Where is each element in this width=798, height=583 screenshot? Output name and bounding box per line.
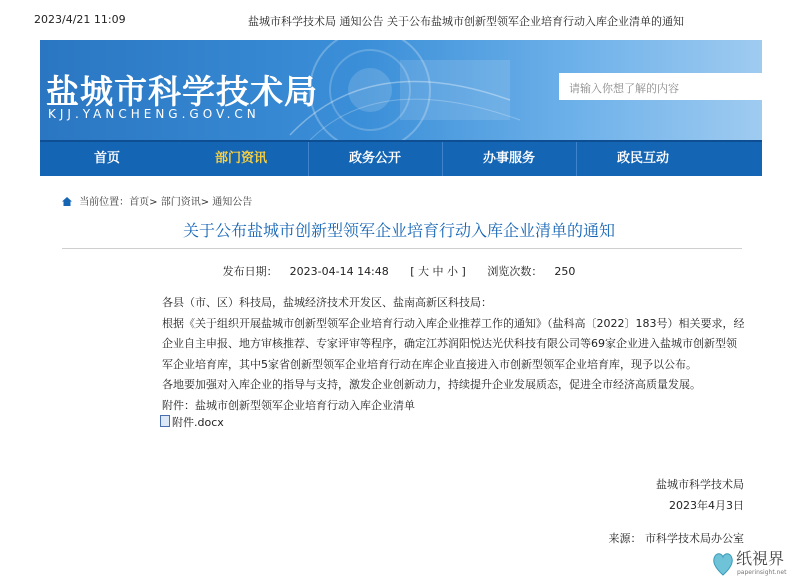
- nav-item-interaction[interactable]: 政民互动: [616, 151, 669, 166]
- breadcrumb-path[interactable]: 首页> 部门资讯> 通知公告: [129, 197, 253, 208]
- nav-item-government-affairs[interactable]: 政务公开: [308, 142, 443, 176]
- print-header: [0, 0, 798, 38]
- view-count: 250: [554, 265, 576, 278]
- article-meta: [0, 263, 798, 279]
- print-page-title: 盐城市科学技术局 通知公告 关于公布盐城市创新型领军企业培育行动入库企业清单的通知: [248, 15, 684, 28]
- site-banner: [40, 40, 762, 140]
- attachment-link[interactable]: [160, 414, 224, 430]
- watermark-heart-icon: [712, 549, 734, 577]
- breadcrumb: [62, 193, 252, 208]
- date-label: 发布日期：: [222, 265, 278, 278]
- watermark-cn: 纸視界: [736, 549, 785, 568]
- document-icon: [160, 415, 170, 427]
- paragraph-2: 各地要加强对入库企业的指导与支持，激发企业创新动力，持续提升企业发展质态，促进全市经济高质量发展。: [162, 378, 701, 391]
- font-size-control[interactable]: [ 大 中 小 ]: [410, 265, 466, 278]
- search-input[interactable]: [559, 73, 762, 100]
- views-label: 浏览次数：: [487, 265, 543, 278]
- paragraph-1: 根据《关于组织开展盐城市创新型领军企业培育行动入库企业推荐工作的通知》（盐科高〔2022〕183号）相关要求，经企业自主申报、地方审核推荐、专家评审等程序，确定江苏润阳悦达光伏科技有限公司等69家企业进入盐城市创新型领军企业培育库，其中5家省创新型领军企业培育行动在库企业直接进入市创新型领军企业培育库，现予以公布。: [162, 316, 745, 371]
- attachment-line: 附件：盐城市创新型领军企业培育行动入库企业清单: [162, 398, 415, 412]
- article-body: [140, 293, 745, 416]
- watermark-logo: [712, 543, 798, 583]
- sign-date: 2023年4月3日: [669, 499, 744, 512]
- site-logo-text: 盐城市科学技术局: [46, 72, 318, 111]
- article-title: 关于公布盐城市创新型领军企业培育行动入库企业清单的通知: [182, 221, 615, 240]
- salutation: 各县（市、区）科技局，盐城经济技术开发区、盐南高新区科技局：: [162, 296, 492, 309]
- main-nav: [40, 140, 762, 176]
- nav-item-home[interactable]: 首页: [40, 142, 175, 176]
- search-placeholder: 请输入你想了解的内容: [569, 82, 679, 95]
- title-divider: [62, 248, 742, 249]
- nav-item-department-news[interactable]: 部门资讯: [174, 142, 309, 176]
- home-icon: [62, 197, 72, 206]
- breadcrumb-prefix: 当前位置：: [79, 197, 130, 208]
- nav-item-services[interactable]: 办事服务: [442, 142, 577, 176]
- site-domain-text: KJJ.YANCHENG.GOV.CN: [48, 107, 260, 121]
- article-source: 来源： 市科学技术局办公室: [608, 532, 744, 545]
- watermark-en: paperinsight.net: [737, 569, 787, 576]
- sign-org: 盐城市科学技术局: [656, 478, 744, 491]
- publish-date: 2023-04-14 14:48: [289, 265, 389, 278]
- attachment-filename[interactable]: 附件.docx: [172, 416, 224, 429]
- print-datetime: 2023/4/21 11:09: [34, 13, 126, 26]
